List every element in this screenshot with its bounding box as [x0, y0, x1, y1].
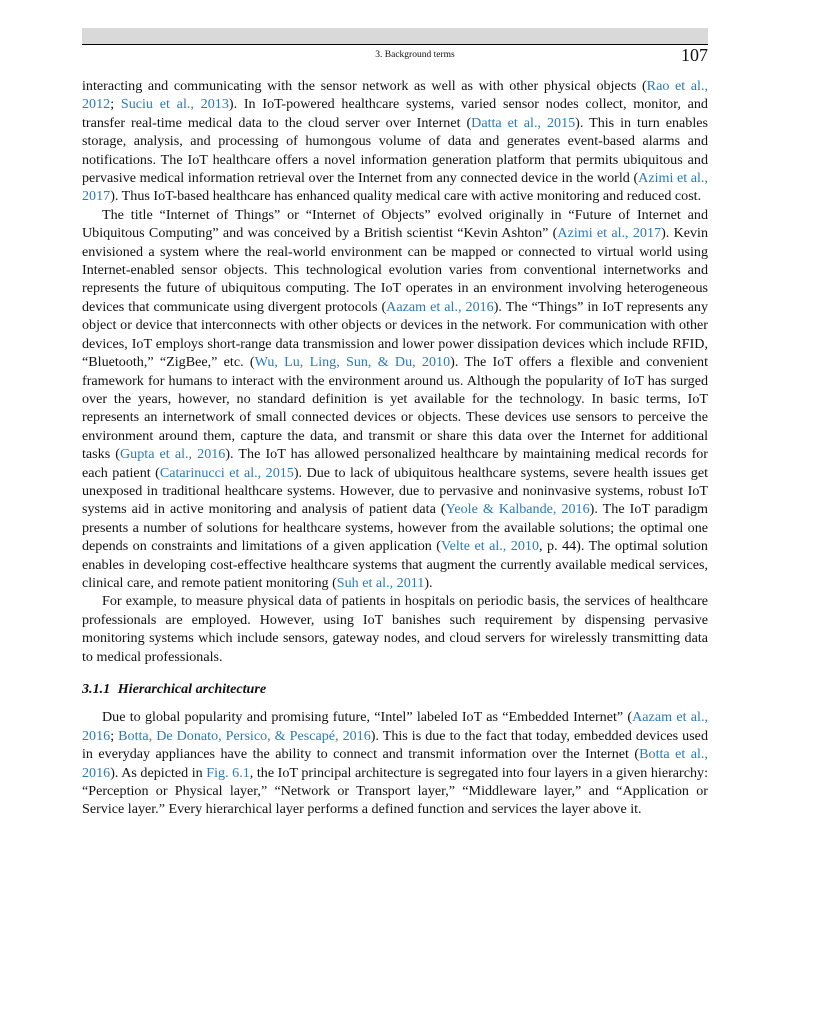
- section-heading: [82, 680, 708, 698]
- citation-link[interactable]: Aazam et al., 2016: [386, 298, 494, 315]
- paragraph-text: ). Thus IoT-based healthcare has enhanced quality medical care with active monitoring and reduced cost.: [110, 188, 702, 205]
- paragraph-text: ). The “Things” in IoT represents any object or device that interconnects with other objects or devices in the network. For communication with other devices, IoT employs short-range data transmission and lower power dissipation devices which include RFID, “Bluetooth,” “ZigBee,” etc. (: [82, 298, 708, 371]
- citation-link[interactable]: Suh et al., 2011: [336, 574, 425, 591]
- paragraph-4: [82, 708, 708, 818]
- citation-link[interactable]: Azimi et al., 2017: [557, 225, 662, 242]
- paragraph-text: For example, to measure physical data of patients in hospitals on periodic basis, the services of healthcare professionals are employed. However, using IoT banishes such requirement by dispensing pervasive monitoring systems which include sensors, gateway nodes, and cloud servers for wirelessly transmitting data to medical professionals.: [82, 593, 708, 665]
- section-number: 3.1.1: [82, 681, 111, 697]
- paragraph-1: [82, 77, 708, 206]
- figure-link[interactable]: Fig. 6.1: [206, 764, 250, 781]
- paragraph-text: The title “Internet of Things” or “Internet of Objects” evolved originally in “Future of Internet and Ubiquitous Computing” and was conceived by a British scientist “Kevin Ashton” (: [82, 206, 708, 242]
- citation-link[interactable]: Gupta et al., 2016: [120, 446, 226, 463]
- paragraph-text: Due to global popularity and promising future, “Intel” labeled IoT as “Embedded Internet” (: [102, 709, 633, 726]
- citation-link[interactable]: Wu, Lu, Ling, Sun, & Du, 2010: [254, 354, 451, 371]
- paragraph-3: [82, 592, 708, 666]
- paragraph-text: ). This in turn enables storage, analysis, and processing of humongous volume of data and generates event-based alarms and notifications. The IoT healthcare offers a novel information generation platform that permits ubiquitous and pervasive medical information retrieval over the Internet from any connected device in the world (: [82, 114, 708, 187]
- paragraph-text: ). The IoT has allowed personalized healthcare by maintaining medical records for each patient (: [82, 446, 708, 481]
- citation-link[interactable]: Datta et al., 2015: [471, 114, 576, 131]
- paragraph-text: ). Kevin envisioned a system where the real-world environment can be mapped or connected to virtual world using Internet-enabled sensor objects. This technological evolution varies from conventional internetworks and represents the future of ubiquitous computing. The IoT operates in an environment involving heterogeneous devices that communicate using divergent protocols (: [82, 225, 709, 315]
- citation-link[interactable]: Botta, De Donato, Persico, & Pescapé, 2016: [118, 727, 371, 744]
- paragraph-text: ). As depicted in: [110, 764, 207, 781]
- running-head: 3. Background terms: [375, 50, 455, 60]
- body-text: [82, 77, 708, 819]
- citation-link[interactable]: Velte et al., 2010: [441, 538, 539, 555]
- paragraph-text: ). In IoT-powered healthcare systems, varied sensor nodes collect, monitor, and transfer real-time medical data to the cloud server over Internet (: [82, 96, 708, 131]
- citation-link[interactable]: Rao et al., 2012: [82, 78, 708, 113]
- paragraph-text: ;: [110, 727, 119, 744]
- paragraph-text: ). Due to lack of ubiquitous healthcare systems, severe health issues get unexposed in traditional healthcare systems. However, due to pervasive and noninvasive systems, robust IoT systems aid in active monitoring and analysis of patient data (: [82, 464, 708, 518]
- citation-link[interactable]: Suciu et al., 2013: [120, 96, 229, 113]
- paragraph-text: interacting and communicating with the sensor network as well as with other physical objects (: [82, 78, 647, 94]
- citation-link[interactable]: Azimi et al., 2017: [82, 170, 708, 205]
- citation-link[interactable]: Catarinucci et al., 2015: [159, 464, 294, 481]
- section-title: Hierarchical architecture: [117, 681, 267, 697]
- paragraph-text: ). This is due to the fact that today, embedded devices used in everyday appliances have the ability to connect and transmit information over the Internet (: [82, 727, 708, 763]
- paragraph-text: ). The IoT paradigm presents a number of solutions for healthcare systems, however from the available solutions; the optimal one depends on constraints and limitations of a given application (: [82, 501, 708, 555]
- header-rule: [82, 44, 708, 45]
- paragraph-text: ). The IoT offers a flexible and convenient framework for humans to interact with the environment around us. Although the popularity of IoT has surged over the years, however, no standard definition is yet available for the technology. In basic terms, IoT represents an internetwork of small connected devices or objects. These devices use sensors to perceive the environment around them, capture the data, and transmit or share this data over the Internet for additional tasks (: [82, 354, 709, 463]
- paragraph-2: [82, 206, 708, 593]
- header-band: [82, 28, 708, 44]
- paragraph-text: ;: [110, 96, 121, 113]
- citation-link[interactable]: Aazam et al., 2016: [82, 709, 708, 744]
- citation-link[interactable]: Yeole & Kalbande, 2016: [445, 501, 590, 518]
- paragraph-text: , the IoT principal architecture is segregated into four layers in a given hierarchy: “Perception or Physical layer,” “Network or Transport layer,” “Middleware layer,” and “Application or Service layer.” Every hierarchical layer performs a defined function and services the layer above it.: [82, 764, 709, 818]
- page-number: 107: [681, 45, 708, 65]
- citation-link[interactable]: Botta et al., 2016: [82, 746, 708, 781]
- paragraph-text: ).: [424, 574, 433, 591]
- paragraph-text: , p. 44). The optimal solution enables in developing cost-effective healthcare systems that augment the currently available medical services, clinical care, and remote patient monitoring (: [82, 538, 708, 591]
